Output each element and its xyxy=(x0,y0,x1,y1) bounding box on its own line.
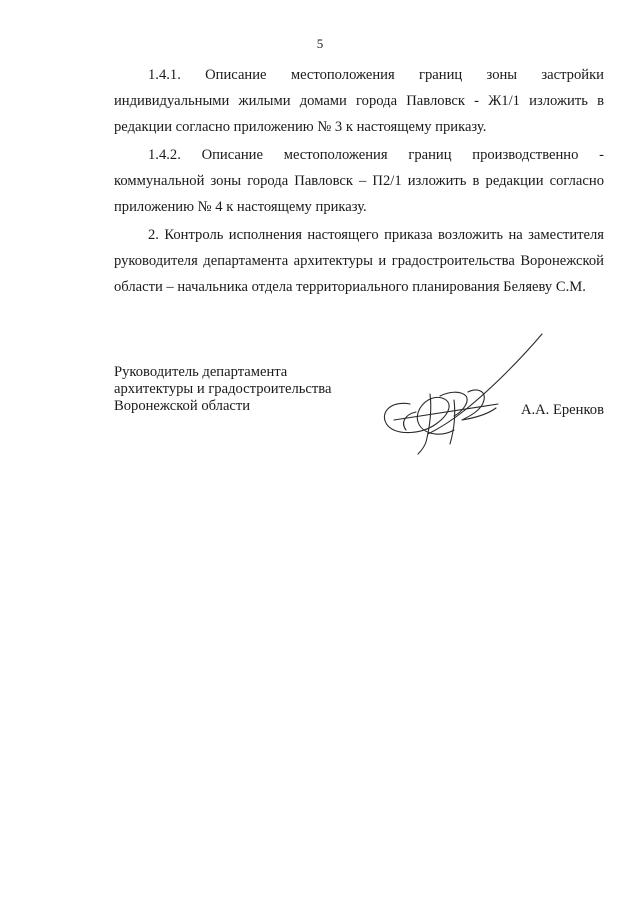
signatory-name: А.А. Еренков xyxy=(520,402,604,418)
paragraph-2: 2. Контроль исполнения настоящего приказа возложить на заместителя руководителя департамента архитектуры и градостроительства Воронежской области – начальника отдела территориального планирования Беляеву С.М. xyxy=(114,227,604,295)
page-number: 5 xyxy=(316,36,324,51)
handwritten-signature xyxy=(370,330,550,460)
signatory-title-line: Воронежской области xyxy=(114,398,251,414)
signatory-title-line: архитектуры и градостроительства xyxy=(114,381,332,397)
document-body xyxy=(114,62,604,300)
paragraph-1-4-1: 1.4.1. Описание местоположения границ зоны застройки индивидуальными жилыми домами города Павловск - Ж1/1 изложить в редакции согласно приложению № 3 к настоящему приказу. xyxy=(114,67,604,135)
signatory-title-line: Руководитель департамента xyxy=(114,364,288,380)
paragraph-1-4-2: 1.4.2. Описание местоположения границ производственно - коммунальной зоны города Павловск – П2/1 изложить в редакции согласно приложению № 4 к настоящему приказу. xyxy=(114,147,604,215)
